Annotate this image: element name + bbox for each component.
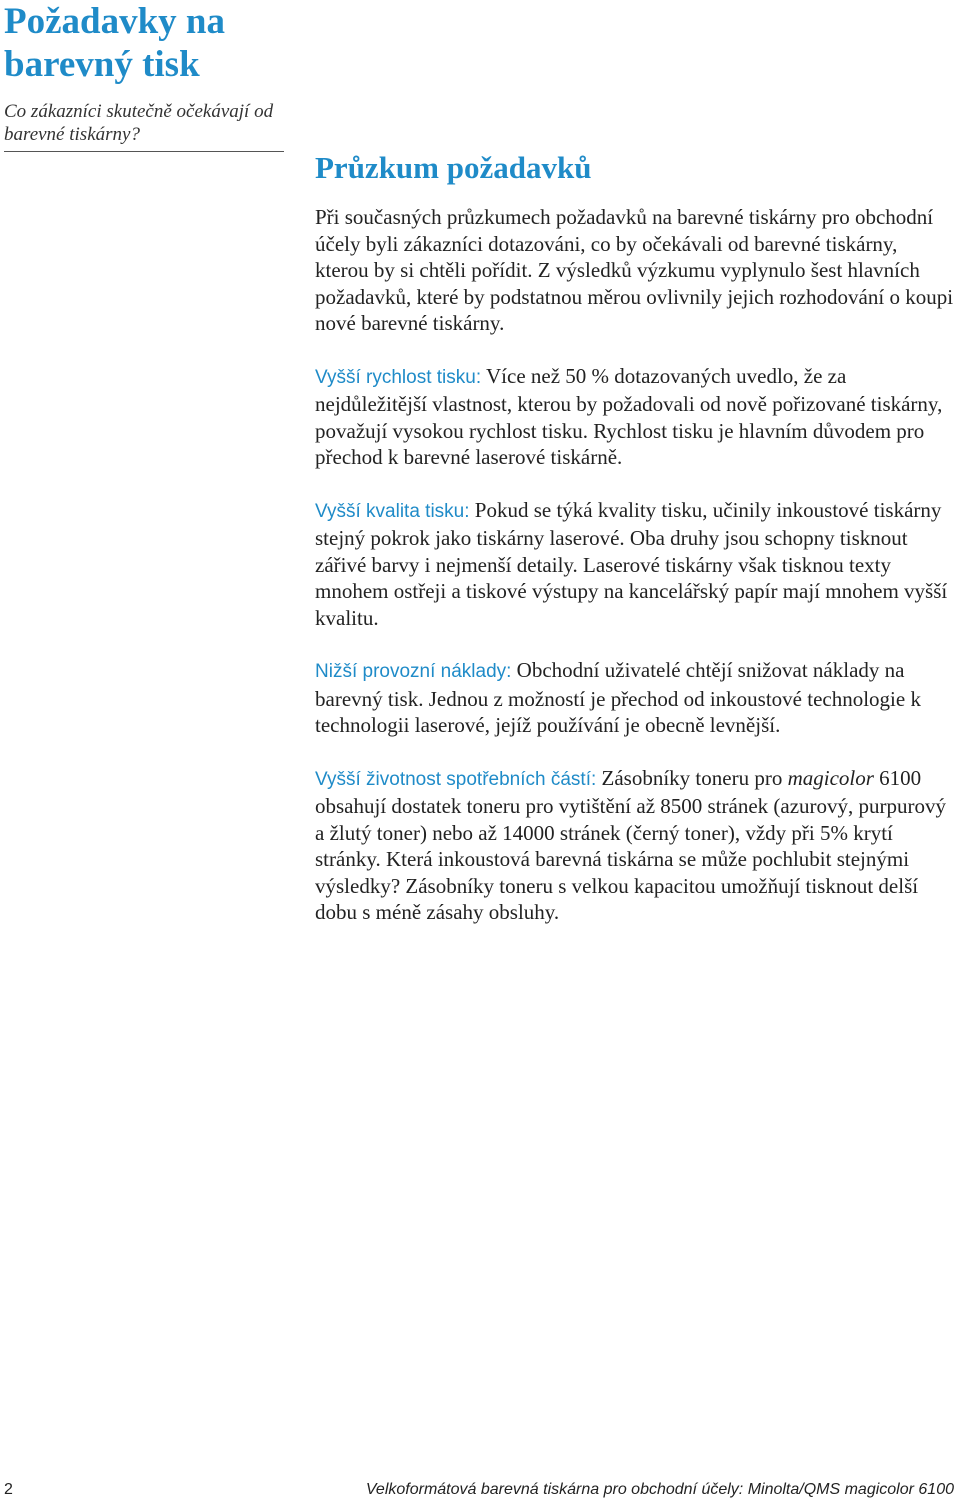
page-footer — [4, 1480, 954, 1500]
product-name-italic: magicolor — [787, 765, 874, 790]
section-title: Průzkum požadavků — [315, 150, 592, 185]
article-body — [315, 204, 955, 952]
requirement-label-quality: Vyšší kvalita tisku: — [315, 500, 470, 522]
requirement-paragraph-speed — [315, 363, 955, 471]
footer-title: Velkoformátová barevná tiskárna pro obchodní účely: Minolta/QMS magicolor 6100 — [365, 1481, 954, 1498]
requirement-paragraph-quality — [315, 497, 955, 632]
requirement-label-speed: Vyšší rychlost tisku: — [315, 366, 482, 388]
requirement-text-costs: Obchodní uživatelé chtějí snižovat náklady na barevný tisk. Jednou z možností je přechod od inkoustové technologie k technologii laserové, jejíž používání je obecně levnější. — [315, 658, 921, 737]
requirement-paragraph-supplies — [315, 765, 955, 926]
requirement-text-quality: Pokud se týká kvality tisku, učinily inkoustové tiskárny stejný pokrok jako tiskárny laserové. Oba druhy jsou schopny tisknout zářivé barvy i nejmenší detaily. Laserové tiskárny však tisknou texty mnohem ostřeji a tiskové výstupy na kancelářský papír mají mnohem vyšší kvalitu. — [315, 497, 948, 630]
page-subtitle: Co zákazníci skutečně očekávají od barevné tiskárny? — [4, 101, 274, 145]
requirement-label-supplies: Vyšší životnost spotřebních částí: — [315, 768, 597, 790]
page-number: 2 — [4, 1481, 13, 1498]
page-title: Požadavky na barevný tisk — [4, 1, 226, 85]
requirement-text-supplies-after: 6100 obsahují dostatek toneru pro vytištění až 8500 stránek (azurový, purpurový a žlutý toner) nebo až 14000 stránek (černý toner), vždy při 5% krytí stránky. Která inkoustová barevná tiskárna se může pochlubit stejnými výsledky? Zásobníky toneru s velkou kapacitou umožňují tisknout delší dobu s méně zásahy obsluhy. — [315, 765, 947, 924]
requirement-label-costs: Nižší provozní náklady: — [315, 661, 512, 682]
sidebar-divider — [4, 151, 284, 152]
intro-paragraph: Při současných průzkumech požadavků na barevné tiskárny pro obchodní účely byli zákazníci dotazováni, co by očekávali od barevné tiskárny, kterou by si chtěli pořídit. Z výsledků výzkumu vyplynulo šest hlavních požadavků, které by podstatnou měrou ovlivnily jejich rozhodování o koupi nové barevné tiskárny. — [315, 205, 954, 335]
requirement-paragraph-costs — [315, 657, 955, 739]
requirement-text-speed: Více než 50 % dotazovaných uvedlo, že za nejdůležitější vlastnost, kterou by požadovali od nově pořizované tiskárny, považují vysokou rychlost tisku. Rychlost tisku je hlavním důvodem pro přechod k barevné laserové tiskárně. — [315, 363, 943, 469]
requirement-text-supplies-before: Zásobníky toneru pro — [596, 765, 788, 790]
